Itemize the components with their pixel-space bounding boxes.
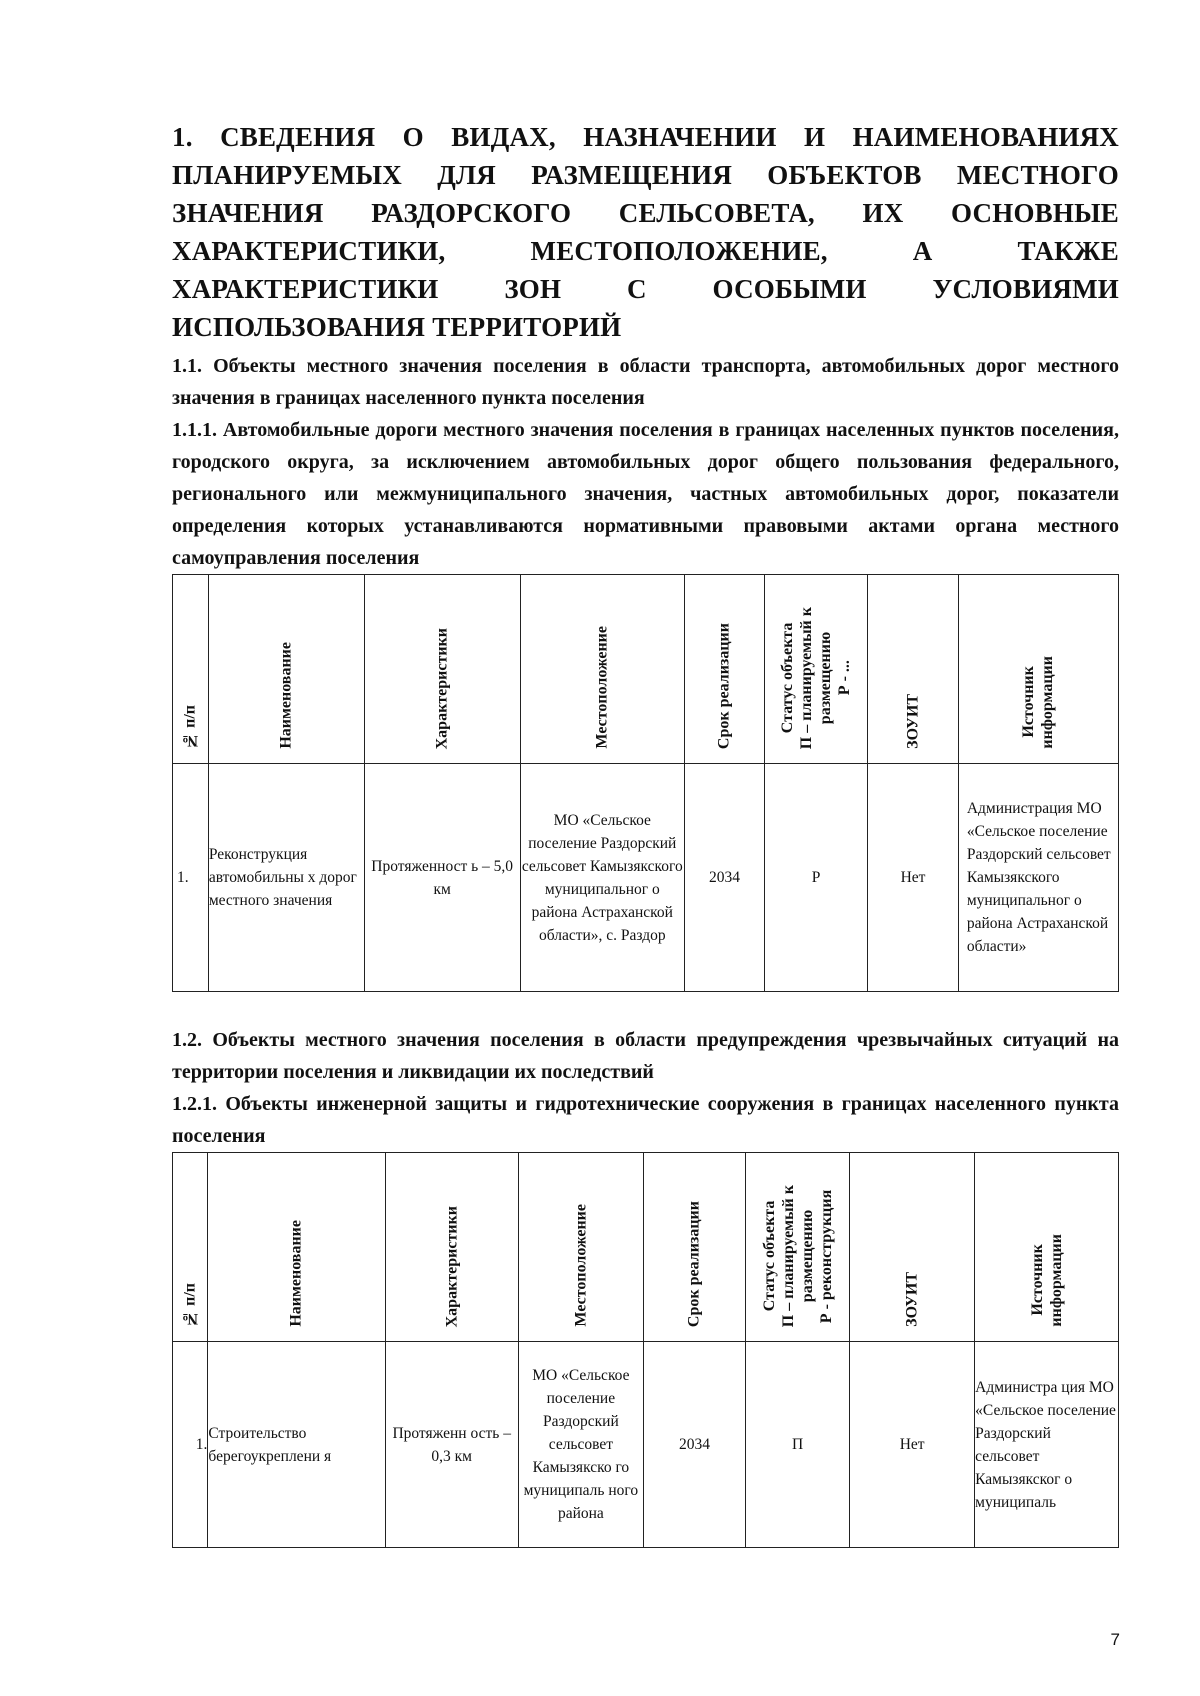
table-row: [173, 1342, 1119, 1548]
header-term: Срок реализации: [715, 622, 733, 749]
header-name: Наименование: [277, 642, 295, 749]
section-1-2-1-heading: 1.2.1. Объекты инженерной защиты и гидротехнические сооружения в границах населенного пункта поселения: [172, 1093, 1119, 1147]
header-location: Местоположение: [572, 1204, 590, 1327]
header-source: Источник информации: [1028, 1234, 1065, 1327]
row-zouit: Нет: [850, 1342, 975, 1548]
header-characteristics: Характеристики: [443, 1205, 461, 1327]
header-status: Статус объекта П – планируемый к размещению Р - реконструкция: [760, 1184, 835, 1327]
header-characteristics: Характеристики: [433, 627, 451, 749]
header-zouit: ЗОУИТ: [904, 694, 922, 749]
header-name: Наименование: [287, 1220, 305, 1327]
row-status: Р: [765, 764, 868, 992]
page-number: 7: [1110, 1630, 1120, 1649]
header-status: Статус объекта П – планируемый к размещению Р - ...: [779, 606, 854, 749]
row-term: 2034: [684, 764, 764, 992]
main-heading: 1. СВЕДЕНИЯ О ВИДАХ, НАЗНАЧЕНИИ И НАИМЕНОВАНИЯХ ПЛАНИРУЕМЫХ ДЛЯ РАЗМЕЩЕНИЯ ОБЪЕКТОВ МЕСТНОГО ЗНАЧЕНИЯ РАЗДОРСКОГО СЕЛЬСОВЕТА, ИХ ОСНОВНЫЕ ХАРАКТЕРИСТИКИ, МЕСТОПОЛОЖЕНИЕ, А ТАКЖЕ ХАРАКТЕРИСТИКИ ЗОН С ОСОБЫМИ УСЛОВИЯМИ ИСПОЛЬЗОВАНИЯ ТЕРРИТОРИЙ: [172, 122, 1119, 342]
section-1-2-heading: 1.2. Объекты местного значения поселения в области предупреждения чрезвычайных ситуаций на территории поселения и ликвидации их последствий: [172, 1029, 1119, 1083]
header-location: Местоположение: [593, 626, 611, 749]
header-source: Источник информации: [1020, 656, 1057, 749]
row-source: Администрация МО «Сельское поселение Раздорский сельсовет Камызякского муниципальног о района Астраханской области»: [958, 764, 1118, 992]
row-status: П: [745, 1342, 849, 1548]
row-zouit: Нет: [868, 764, 959, 992]
table-header-row: [173, 1153, 1119, 1342]
document-page: [172, 118, 1119, 1548]
row-characteristics: Протяженн ость – 0,3 км: [385, 1342, 518, 1548]
header-number: № п/п: [181, 1283, 199, 1327]
row-number: 1.: [173, 764, 209, 992]
header-number: № п/п: [181, 705, 199, 749]
table-header-row: [173, 575, 1119, 764]
row-name: Строительство берегоукреплени я: [208, 1342, 385, 1548]
row-number: 1.: [173, 1342, 208, 1548]
row-location: МО «Сельское поселение Раздорский сельсовет Камызякско го муниципаль ного района: [518, 1342, 643, 1548]
row-source: Администра ция МО «Сельское поселение Раздорский сельсовет Камызякског о муниципаль: [975, 1342, 1119, 1548]
header-term: Срок реализации: [685, 1200, 703, 1327]
protection-table: [172, 1152, 1119, 1548]
row-characteristics: Протяженност ь – 5,0 км: [364, 764, 520, 992]
section-1-1-heading: 1.1. Объекты местного значения поселения в области транспорта, автомобильных дорог местного значения в границах населенного пункта поселения: [172, 355, 1119, 409]
row-name: Реконструкция автомобильны х дорог местного значения: [208, 764, 364, 992]
roads-table: [172, 574, 1119, 992]
row-location: МО «Сельское поселение Раздорский сельсовет Камызякского муниципальног о района Астраханской области», с. Раздор: [520, 764, 684, 992]
header-zouit: ЗОУИТ: [903, 1272, 921, 1327]
table-row: [173, 764, 1119, 992]
section-1-1-1-heading: 1.1.1. Автомобильные дороги местного значения поселения в границах населенных пунктов поселения, городского округа, за исключением автомобильных дорог общего пользования федерального, регионального или межмуниципального значения, частных автомобильных дорог, показатели определения которых устанавливаются нормативными правовыми актами органа местного самоуправления поселения: [172, 419, 1119, 569]
row-term: 2034: [643, 1342, 745, 1548]
